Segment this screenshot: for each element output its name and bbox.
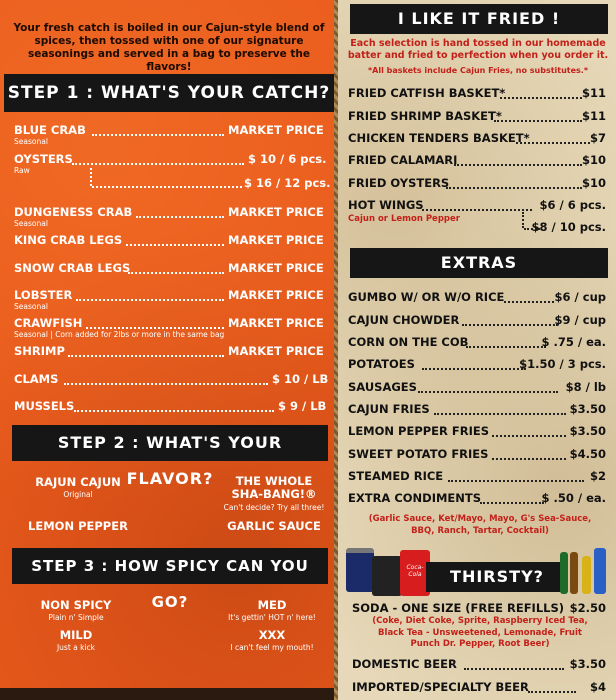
fried-item-price: $7 (589, 131, 606, 145)
imported-beer-price: $4 (589, 680, 606, 694)
leader-dots (466, 346, 546, 348)
crawfish-cup-icon (372, 556, 402, 596)
fried-item-price: $10 (581, 176, 606, 190)
extras-item-name: LEMON PEPPER FRIES (348, 424, 490, 438)
item-name: MUSSELS (14, 399, 75, 413)
fried-item-name: CHICKEN TENDERS BASKET* (348, 131, 530, 145)
extras-item-price: $3.50 (569, 402, 606, 416)
fried-item-price: $11 (581, 86, 606, 100)
leader-dots (92, 134, 224, 136)
condiments-note: (Garlic Sauce, Ket/Mayo, Mayo, G's Sea-Sauce, BBQ, Ranch, Tartar, Cocktail) (368, 514, 592, 536)
extras-item-name: STEAMED RICE (348, 469, 444, 483)
leader-dots (74, 410, 274, 412)
fried-item-name: FRIED CATFISH BASKET* (348, 86, 506, 100)
extras-item-price: $3.50 (569, 424, 606, 438)
leader-dots (454, 164, 582, 166)
item-name: OYSTERS (14, 152, 73, 166)
item-note: Seasonal (14, 302, 48, 311)
extras-item-name: GUMBO W/ OR W/O RICE (348, 290, 505, 304)
item-price: $ 16 / 12 pcs. (244, 176, 331, 190)
spice-level: NON SPICY (40, 598, 112, 612)
fried-item-name: HOT WINGS (348, 198, 424, 212)
leader-dots (528, 691, 576, 693)
leader-dots (480, 502, 544, 504)
spice-note: Just a kick (56, 643, 96, 652)
fried-item-name: FRIED SHRIMP BASKET* (348, 109, 502, 123)
spice-level: MED (257, 598, 287, 612)
fried-item-name: FRIED CALAMARI (348, 153, 458, 167)
leader-dots (500, 97, 582, 99)
soda-price: $2.50 (569, 601, 606, 615)
item-note: Seasonal (14, 219, 48, 228)
fried-header (350, 4, 608, 34)
cup-icon (346, 548, 374, 592)
step2-title: STEP 2 : WHAT'S YOUR FLAVOR? (57, 433, 283, 488)
spice-note: Plain n' Simple (48, 613, 104, 622)
bottom-strip (0, 688, 338, 700)
flavor-name: RAJUN CAJUN (35, 475, 121, 489)
extras-item-name: CORN ON THE COB (348, 335, 469, 349)
item-name: DUNGENESS CRAB (14, 205, 133, 219)
leader-dots (126, 244, 224, 246)
flavor-name: GARLIC SAUCE (227, 519, 321, 533)
leader-dots (68, 355, 224, 357)
thirsty-header (426, 562, 568, 592)
spice-level: MILD (59, 628, 93, 642)
flavor-note: Can't decide? Try all three! (223, 503, 325, 512)
leader-dots (462, 324, 558, 326)
extras-item-price: $4.50 (569, 447, 606, 461)
price-bracket (522, 212, 524, 228)
spice-note: I can't feel my mouth! (230, 643, 314, 652)
item-name: SHRIMP (14, 344, 65, 358)
item-note: Seasonal | Corn added for 2lbs or more in the same bag (14, 330, 225, 339)
flavor-name: THE WHOLE SHA-BANG!® (231, 474, 317, 501)
domestic-beer-price: $3.50 (569, 657, 606, 671)
fried-item-price: $11 (581, 109, 606, 123)
leader-dots (92, 186, 242, 188)
item-note: Seasonal (14, 137, 48, 146)
coca-cola-label: Coca-Cola (406, 564, 424, 578)
leader-dots (492, 435, 566, 437)
item-price: $ 10 / 6 pcs. (248, 152, 327, 166)
leader-dots (434, 413, 566, 415)
beer-bottle-icon (594, 548, 606, 594)
fried-item-note: Cajun or Lemon Pepper (348, 214, 460, 224)
fried-item-price: $8 / 10 pcs. (531, 220, 606, 234)
extras-item-price: $6 / cup (554, 290, 606, 304)
leader-dots (136, 216, 224, 218)
flavor-note: Original (63, 490, 93, 499)
extras-title: EXTRAS (440, 253, 518, 272)
leader-dots (464, 668, 564, 670)
leader-dots (492, 458, 566, 460)
item-price: MARKET PRICE (228, 233, 324, 247)
extras-item-price: $2 (589, 469, 606, 483)
item-price: $ 9 / LB (278, 399, 327, 413)
beer-bottle-icon (560, 552, 568, 594)
extras-item-price: $1.50 / 3 pcs. (519, 357, 606, 371)
leader-dots (422, 209, 532, 211)
step1-header (4, 74, 334, 112)
item-name: SNOW CRAB LEGS (14, 261, 131, 275)
extras-item-name: EXTRA CONDIMENTS (348, 491, 482, 505)
item-price: $ 10 / LB (272, 372, 329, 386)
leader-dots (448, 480, 584, 482)
step3-title: STEP 3 : HOW SPICY CAN YOU GO? (31, 557, 309, 611)
extras-item-name: CAJUN FRIES (348, 402, 430, 416)
step1-title: STEP 1 : WHAT'S YOUR CATCH? (7, 83, 331, 103)
leader-dots (418, 391, 558, 393)
item-price: MARKET PRICE (228, 205, 324, 219)
leader-dots (86, 327, 224, 329)
domestic-beer-name: DOMESTIC BEER (352, 657, 457, 671)
price-bracket (90, 168, 92, 186)
item-name: LOBSTER (14, 288, 73, 302)
extras-item-name: SWEET POTATO FRIES (348, 447, 489, 461)
item-price: MARKET PRICE (228, 316, 324, 330)
leader-dots (72, 163, 244, 165)
imported-beer-name: IMPORTED/SPECIALTY BEER (352, 680, 529, 694)
leader-dots (516, 142, 590, 144)
extras-header (350, 248, 608, 278)
flavor-name: LEMON PEPPER (28, 519, 128, 533)
right-panel (338, 0, 616, 700)
leader-dots (76, 299, 224, 301)
spice-level: XXX (258, 628, 286, 642)
item-price: MARKET PRICE (228, 261, 324, 275)
fried-description: Each selection is hand tossed in our homemade batter and fried to perfection when you order it. (347, 38, 609, 61)
intro-text: Your fresh catch is boiled in our Cajun-style blend of spices, then tossed with one of our signature seasonings and served in a bag to preserve the flavors! (13, 22, 325, 73)
leader-dots (64, 383, 268, 385)
beer-bottle-icon (582, 556, 591, 594)
item-name: KING CRAB LEGS (14, 233, 123, 247)
fried-item-price: $6 / 6 pcs. (539, 198, 606, 212)
item-name: CLAMS (14, 372, 59, 386)
extras-item-name: SAUSAGES (348, 380, 417, 394)
item-note: Raw (14, 166, 30, 175)
leader-dots (128, 272, 224, 274)
extras-item-price: $ .50 / ea. (541, 491, 606, 505)
fried-item-name: FRIED OYSTERS (348, 176, 450, 190)
item-price: MARKET PRICE (228, 123, 324, 137)
extras-item-price: $9 / cup (554, 313, 606, 327)
spice-note: It's gettin' HOT n' here! (228, 613, 316, 622)
extras-item-price: $ .75 / ea. (541, 335, 606, 349)
extras-item-price: $8 / lb (565, 380, 606, 394)
leader-dots (494, 120, 582, 122)
beer-bottle-icon (570, 552, 578, 594)
item-price: MARKET PRICE (228, 288, 324, 302)
soda-note: (Coke, Diet Coke, Sprite, Raspberry Iced Tea, Black Tea - Unsweetened, Lemonade, Fruit Punch Dr. Pepper, Root Beer) (372, 616, 588, 649)
leader-dots (422, 368, 526, 370)
item-price: MARKET PRICE (228, 344, 324, 358)
extras-item-name: CAJUN CHOWDER (348, 313, 460, 327)
item-name: BLUE CRAB (14, 123, 86, 137)
extras-item-name: POTATOES (348, 357, 415, 371)
leader-dots (446, 187, 582, 189)
fried-note: *All baskets include Cajun Fries, no substitutes.* (367, 66, 589, 75)
leader-dots (504, 301, 554, 303)
item-name: CRAWFISH (14, 316, 83, 330)
fried-item-price: $10 (581, 153, 606, 167)
fried-title: I LIKE IT FRIED ! (397, 9, 561, 28)
thirsty-title: THIRSTY? (450, 567, 544, 586)
soda-name: SODA - ONE SIZE (FREE REFILLS) (352, 601, 565, 615)
